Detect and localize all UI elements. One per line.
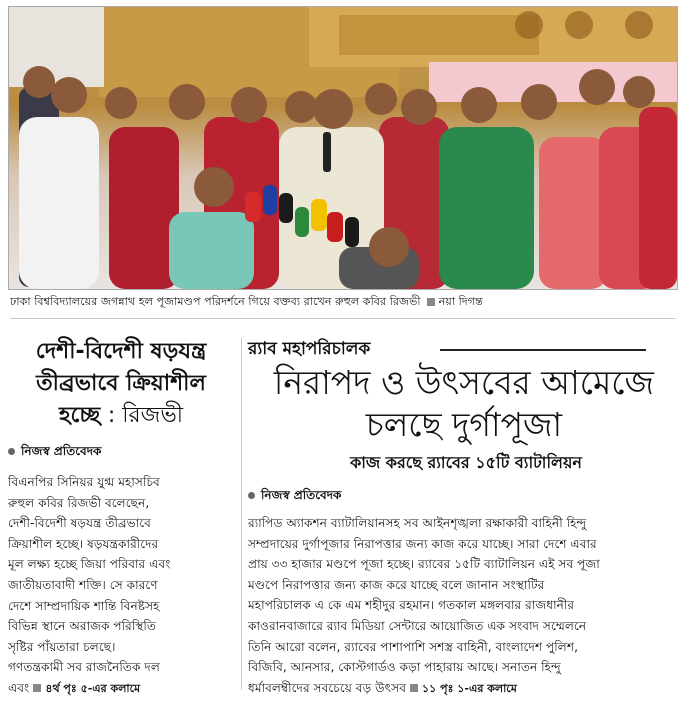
body-line: গণতন্ত্রকামী সব রাজনৈতিক দল [8, 660, 160, 675]
body-line: ক্রিয়াশীল হচ্ছে। ষড়যন্ত্রকারীদের [8, 536, 159, 551]
headline-last: হচ্ছে [58, 403, 101, 428]
microphone [323, 132, 331, 172]
right-subheadline: কাজ করছে র‍্যাবের ১৫টি ব্যাটালিয়ন [350, 453, 582, 472]
byline-text: নিজস্ব প্রতিবেদক [261, 488, 342, 502]
square-icon [427, 298, 435, 306]
microphone [245, 192, 261, 222]
kicker-rule [440, 349, 646, 351]
column-divider [241, 338, 242, 690]
right-body [248, 513, 678, 699]
right-headline [244, 362, 684, 446]
body-line: বিভিন্ন স্থানে অরাজক পরিস্থিতি [8, 619, 157, 634]
right-kicker: র‍্যাব মহাপরিচালক [248, 339, 371, 359]
body-line: মূল লক্ষ্য হচ্ছে জিয়া পরিবার এবং [8, 557, 171, 572]
headline-line: নিরাপদ ও উৎসবের আমেজে [273, 363, 655, 402]
divider [10, 318, 676, 319]
microphone [295, 207, 309, 237]
left-body [8, 472, 236, 700]
microphone [279, 193, 293, 223]
body-line: তিনি আরো বলেন, র‍্যাবের পাশাপাশি সশস্ত্র বাহিনী, বাংলাদেশ পুলিশ, [248, 639, 578, 654]
continued-link[interactable]: ৪র্থ পৃঃ ৫-এর কলামে [45, 681, 141, 695]
body-line: দেশে সাম্প্রদায়িক শান্তি বিনষ্টসহ [8, 598, 160, 613]
body-line: মহাপরিচালক এ কে এম শহীদুর রহমান। গতকাল মঙ্গলবার রাজধানীর [248, 598, 575, 613]
bullet-icon [248, 492, 255, 499]
left-headline [8, 336, 234, 432]
body-line-last [248, 678, 678, 700]
headline-line [8, 400, 234, 432]
body-line: কাওরানবাজারে র‍্যাব মিডিয়া সেন্টারে আয়োজিত এক সংবাদ সম্মেলনে [248, 618, 587, 633]
body-line: সৃষ্টির পাঁয়তারা চলছে। [8, 639, 116, 654]
right-byline [248, 487, 341, 507]
body-line: দেশী-বিদেশী ষড়যন্ত্র তীব্রভাবে [8, 516, 151, 531]
left-byline [8, 443, 101, 463]
photo-credit: নয়া দিগন্ত [438, 295, 483, 308]
body-line: র‍্যাপিড অ্যাকশন ব্যাটালিয়ানসহ সব আইনশৃঙ্খলা রক্ষাকারী বাহিনী হিন্দু [248, 516, 587, 530]
body-line: জাতীয়তাবাদী শক্তি। সে কারণে [8, 577, 158, 592]
body-line: মণ্ডপে নিরাপত্তার জন্য কাজ করে যাচ্ছে বলে জানান সংস্থাটির [248, 577, 545, 592]
microphone [263, 185, 277, 215]
byline-text: নিজস্ব প্রতিবেদক [21, 444, 102, 458]
microphone [311, 199, 327, 231]
body-line: সম্প্রদায়ের দুর্গাপূজার নিরাপত্তার জন্য কাজ করে যাচ্ছে। সারা দেশে এবার [248, 536, 597, 551]
microphone [327, 212, 343, 242]
headline-line: দেশী-বিদেশী ষড়যন্ত্র [35, 339, 207, 364]
body-last: এবং [8, 680, 30, 695]
body-line: বিএনপির সিনিয়র যুগ্ম মহাসচিব [8, 475, 160, 489]
headline-source: : রিজভী [107, 403, 184, 428]
body-last: ধর্মাবলম্বীদের সবচেয়ে বড় উৎসব [248, 680, 406, 695]
headline-line: চলছে দুর্গাপূজা [365, 405, 563, 444]
body-line-last [8, 678, 236, 700]
headline-line: তীব্রভাবে ক্রিয়াশীল [36, 371, 206, 396]
bullet-icon [8, 448, 15, 455]
news-photo [8, 6, 678, 290]
caption-text: ঢাকা বিশ্ববিদ্যালয়ের জগন্নাথ হল পূজামণ্ডপ পরিদর্শনে গিয়ে বক্তব্য রাখেন রুহুল কবির রিজভী [10, 295, 421, 308]
body-line: বিজিবি, আনসার, কোস্টগার্ডও কড়া পাহারায় আছে। সনাতন হিন্দু [248, 660, 561, 675]
square-icon [33, 684, 41, 692]
body-line: রুহুল কবির রিজভী বলেছেন, [8, 495, 150, 510]
microphone [345, 217, 359, 247]
photo-caption [10, 293, 680, 311]
square-icon [410, 684, 418, 692]
continued-link[interactable]: ১১ পৃঃ ১-এর কলামে [422, 681, 517, 695]
body-line: প্রায় ৩৩ হাজার মণ্ডপে পূজা হচ্ছে। র‍্যাবের ১৫টি ব্যাটালিয়ন এই সব পূজা [248, 557, 600, 572]
